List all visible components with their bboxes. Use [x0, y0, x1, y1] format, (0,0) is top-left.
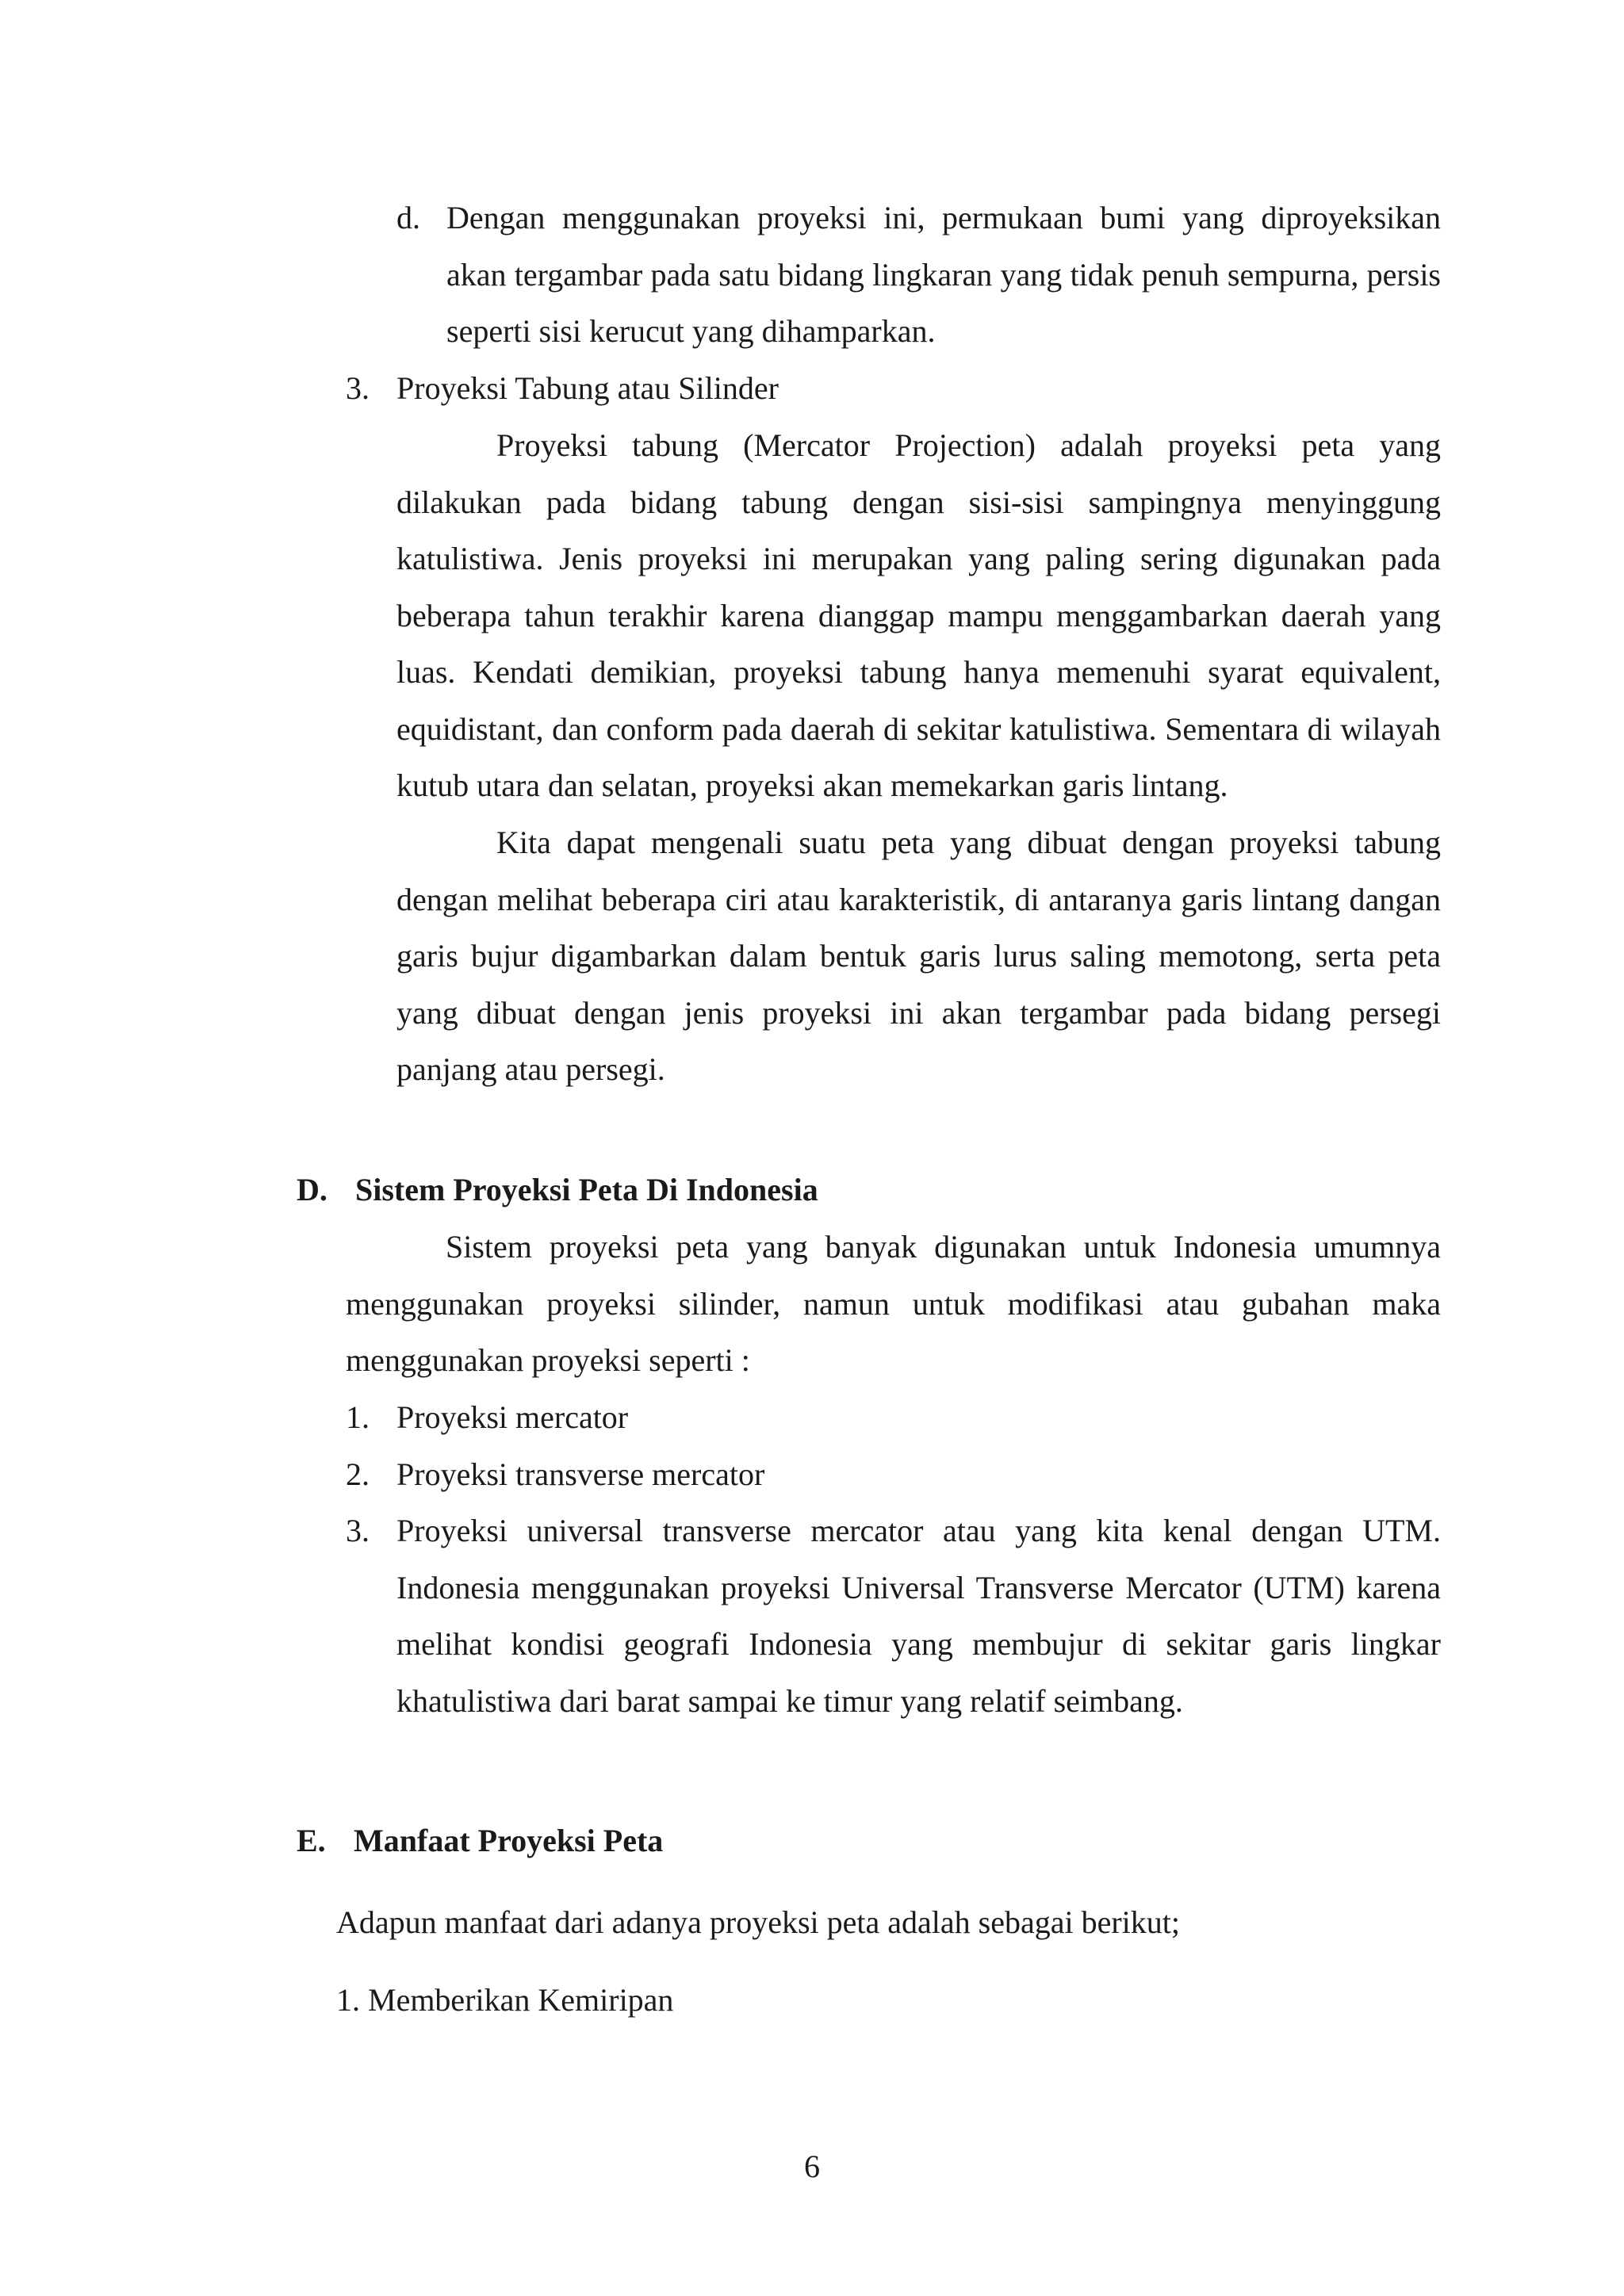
- section-d-marker-1: 1.: [346, 1399, 370, 1435]
- section-d-letter: D.: [297, 1172, 327, 1207]
- section-d-marker-3: 3.: [346, 1513, 370, 1548]
- page-number: 6: [804, 2149, 820, 2184]
- item-3-title: Proyeksi Tabung atau Silinder: [396, 370, 779, 406]
- list-marker-d: d.: [396, 200, 420, 235]
- section-d-marker-2: 2.: [346, 1456, 370, 1492]
- section-d-item-2: Proyeksi transverse mercator: [396, 1456, 765, 1492]
- list-marker-3: 3.: [346, 370, 370, 406]
- item-d-text: Dengan menggunakan proyeksi ini, permukaan bumi yang diproyeksikan akan tergambar pada satu bidang lingkaran yang tidak penuh sempurna, persis seperti sisi kerucut yang dihamparkan.: [446, 200, 1441, 349]
- section-d-item-3: Proyeksi universal transverse mercator atau yang kita kenal dengan UTM. Indonesia menggunakan proyeksi Universal Transverse Mercator (UTM) karena melihat kondisi geografi Indonesia yang membujur di sekitar garis lingkar khatulistiwa dari barat sampai ke timur yang relatif seimbang.: [396, 1513, 1441, 1719]
- section-e-letter: E.: [297, 1823, 326, 1858]
- section-d-title: Sistem Proyeksi Peta Di Indonesia: [355, 1172, 818, 1207]
- section-d-intro: Sistem proyeksi peta yang banyak digunakan untuk Indonesia umumnya menggunakan proyeksi silinder, namun untuk modifikasi atau gubahan maka menggunakan proyeksi seperti :: [346, 1229, 1441, 1378]
- section-e-title: Manfaat Proyeksi Peta: [354, 1823, 664, 1858]
- section-e-intro: Adapun manfaat dari adanya proyeksi peta adalah sebagai berikut;: [336, 1904, 1181, 1940]
- section-e-first-item: 1. Memberikan Kemiripan: [336, 1982, 674, 2018]
- section-d-item-1: Proyeksi mercator: [396, 1399, 629, 1435]
- tabung-paragraph-2: Kita dapat mengenali suatu peta yang dibuat dengan proyeksi tabung dengan melihat beberapa ciri atau karakteristik, di antaranya garis lintang dangan garis bujur digambarkan dalam bentuk garis lurus saling memotong, serta peta yang dibuat dengan jenis proyeksi ini akan tergambar pada bidang persegi panjang atau persegi.: [396, 825, 1441, 1087]
- tabung-paragraph-1: Proyeksi tabung (Mercator Projection) adalah proyeksi peta yang dilakukan pada bidang tabung dengan sisi-sisi sampingnya menyinggung katulistiwa. Jenis proyeksi ini merupakan yang paling sering digunakan pada beberapa tahun terakhir karena dianggap mampu menggambarkan daerah yang luas. Kendati demikian, proyeksi tabung hanya memenuhi syarat equivalent, equidistant, dan conform pada daerah di sekitar katulistiwa. Sementara di wilayah kutub utara dan selatan, proyeksi akan memekarkan garis lintang.: [396, 427, 1441, 803]
